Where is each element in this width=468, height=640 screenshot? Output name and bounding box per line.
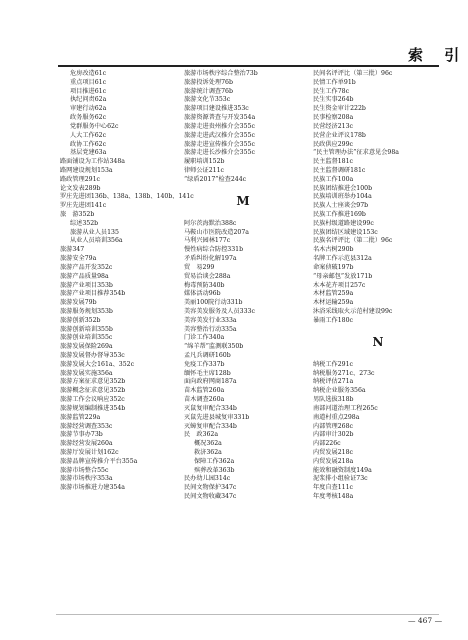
index-entry: 旅游从业人员135 — [70, 228, 119, 236]
index-entry: 内贸发展218a — [313, 457, 354, 465]
index-entry: 保障工作362a — [194, 457, 235, 465]
index-entry: “民主管理办法”征求意见会98a — [313, 149, 399, 157]
index-entry: 贸 易299 — [184, 263, 215, 271]
index-entry: 党群服务中心62c — [70, 122, 119, 130]
index-entry: 旅游工作会议响应352c — [60, 396, 125, 404]
index-entry: 旅游厅发展计划162c — [60, 448, 119, 456]
index-entry: 旅游统计调查76b — [184, 87, 233, 95]
index-entry: 旅游安全79a — [60, 255, 97, 263]
header-rule — [58, 65, 439, 67]
index-entry: 美容美发服务及人员333c — [184, 307, 255, 315]
spacer — [184, 211, 302, 220]
index-entry: 旅游监管229a — [60, 413, 101, 421]
index-entry: 旅游服务规划353b — [60, 307, 113, 315]
index-entry: 媒体活动96b — [184, 290, 221, 298]
index-entry: 南道村重点298a — [313, 413, 360, 421]
index-entry: 马利兴园林177c — [184, 237, 231, 245]
index-entry: 罗庄先进团141c — [60, 202, 107, 210]
index-entry: 门诊工作340a — [184, 334, 225, 342]
index-entry: 民族名评评比（第二批）96c — [313, 237, 393, 245]
index-entry: 旅游项目建设推进353c — [184, 105, 249, 113]
index-entry: 旅游市场整合55c — [60, 466, 109, 474]
index-entry: 民族村级道路建设99c — [313, 219, 374, 227]
index-entry: 旅游产业项目353b — [60, 281, 113, 289]
index-entry: 民 政362a — [184, 431, 219, 439]
index-entry: 旅游经营调查353c — [60, 422, 113, 430]
index-entry: 旅游节事办73b — [60, 431, 103, 439]
index-entry: 木本花卉项目257c — [313, 281, 366, 289]
index-entry: 旅 游352b — [60, 211, 95, 218]
index-entry: 旅游发展大会161a、352c — [60, 360, 135, 368]
index-entry: 民生工作78c — [313, 87, 350, 95]
index-entry: 梅毒预防340b — [184, 281, 225, 289]
index-entry: 旅游创新培训355b — [60, 325, 113, 333]
index-entry: 民族工作推进169b — [313, 211, 366, 218]
index-entry: 重点项目61c — [70, 78, 107, 86]
index-entry: 年度自查111c — [313, 484, 354, 492]
index-entry: 项目推进61c — [70, 87, 107, 95]
index-entry: 旅游走进长沙推介会355c — [184, 149, 255, 157]
index-entry: 路政管理291c — [60, 175, 101, 183]
index-entry: 民主监督调研181c — [313, 166, 366, 174]
index-entry: 民营经济213c — [313, 122, 354, 130]
index-entry: 旅游规划编制推进354b — [60, 404, 126, 412]
index-entry: 民生实事264b — [313, 96, 354, 104]
index-entry: 旅游发展保险269a — [60, 343, 113, 351]
index-entry: 论文发表289b — [60, 184, 101, 192]
index-entry: 民间文物收藏347c — [184, 493, 237, 500]
index-entry: 旅游创业培训355c — [60, 334, 113, 342]
index-entry: 路面铺设为工作站348a — [60, 158, 125, 166]
index-entry: 政协工作62c — [70, 140, 107, 148]
index-entry: 概况362a — [194, 440, 222, 448]
index-entry: 民族团结推进会100b — [313, 184, 373, 192]
index-entry: 罗庄先进团136b、138a、138b、140b、141c — [60, 193, 194, 201]
index-entry: 缅怀毛主席128b — [184, 369, 231, 377]
index-entry: 人大工作62c — [70, 131, 107, 139]
index-entry: 基层党建63a — [70, 149, 107, 157]
index-entry: 旅游市场秩序综合整治73b — [184, 70, 258, 77]
index-entry: 旅游走进武汉推介会355c — [184, 131, 255, 139]
index-entry: 纳税评估271a — [313, 378, 354, 386]
index-entry: 名木古树290b — [313, 246, 354, 254]
index-letter-heading: M — [236, 194, 250, 209]
index-title: 索 引 — [408, 46, 468, 64]
index-entry: 内部管理268c — [313, 422, 354, 430]
page-number: — 467 — — [408, 616, 443, 625]
index-entry: 殡葬改革363b — [194, 466, 235, 474]
index-entry: 旅游创新352b — [60, 316, 101, 324]
index-entry: 内部审计302b — [313, 431, 354, 439]
index-entry: 泥浆排小组验证73c — [313, 475, 368, 483]
index-column-3 — [313, 70, 443, 502]
index-entry: 救济362a — [194, 448, 222, 456]
index-entry: 旅游发展79b — [60, 299, 97, 307]
index-entry: 旅游发展实施356a — [60, 369, 113, 377]
index-entry: 旅游产品质量98a — [60, 272, 109, 280]
index-entry: 综述352b — [70, 219, 99, 227]
index-entry: 慢性病综合防控331b — [184, 246, 244, 254]
index-entry: 孟凡兵调研160b — [184, 352, 231, 359]
index-entry: 灭鼠复审配合334b — [184, 404, 237, 412]
index-entry: 旅游概念征求意见352b — [60, 387, 126, 395]
index-entry: 年度考核148a — [313, 493, 354, 500]
index-entry: 命案侦破197b — [313, 263, 354, 271]
index-entry: 暴雨工作180c — [313, 316, 354, 324]
index-entry: 面向政府网商187a — [184, 378, 237, 386]
index-entry: 执纪问责62a — [70, 96, 107, 104]
index-entry: 内部226c — [313, 440, 341, 448]
index-entry: 旅游资源普查与开发354a — [184, 114, 256, 122]
index-entry: 内贸发展218c — [313, 448, 354, 456]
index-entry: 南部河道治理工程265c — [313, 404, 378, 412]
index-entry: 旅游品牌宣传推介平台355a — [60, 457, 138, 465]
index-column-1 — [60, 70, 194, 493]
index-entry: 男队选拔318b — [313, 396, 354, 404]
index-entry: 律师公证211c — [184, 166, 225, 174]
index-entry: 旅游文化节353c — [184, 96, 231, 104]
index-entry: 旅游方案征求意见352b — [60, 378, 126, 386]
index-entry: “母亲邮包”发放171b — [313, 272, 373, 280]
index-entry: 民政供应299c — [313, 140, 354, 148]
index-entry: 民营企业评议178b — [313, 131, 366, 139]
index-entry: 旅游347 — [60, 246, 85, 254]
index-entry: 美容美发行业333a — [184, 316, 237, 324]
index-entry: 民族团结区域建设153c — [313, 228, 378, 236]
index-entry: 民族培训班举办104a — [313, 193, 372, 201]
index-entry: 名牌工作示范县312a — [313, 255, 372, 263]
spacer — [313, 326, 443, 335]
spacer — [313, 352, 443, 361]
index-entry: 民主监督181c — [313, 158, 354, 166]
index-entry: “绵羊帮”监测联350b — [184, 343, 244, 351]
index-entry: 路网建设规划153a — [60, 166, 113, 174]
index-column-2 — [184, 70, 302, 502]
index-entry: 从业人员培训356a — [70, 237, 123, 245]
index-entry: 民族人士座谈会97b — [313, 202, 369, 210]
index-entry: 美丽100院行动331b — [184, 299, 243, 307]
index-entry: 旅游经营发展260a — [60, 440, 113, 448]
index-entry: 危房改造61c — [70, 70, 107, 77]
index-entry: 民事检察208a — [313, 114, 354, 122]
index-entry: 旅游产业项目推荐354b — [60, 290, 126, 298]
index-entry: 灭蟑复审配合334b — [184, 422, 237, 430]
index-entry: 旅游市场秩序353a — [60, 475, 113, 483]
index-entry: 苗木监管260a — [184, 387, 225, 395]
index-entry: 贸易洽谈会288a — [184, 272, 231, 280]
index-entry: 能效和融资制度149a — [313, 466, 372, 474]
index-entry: 马鞍山市医院改造207a — [184, 228, 249, 236]
index-entry: 旅游产品开发352c — [60, 263, 113, 271]
spacer — [184, 185, 302, 194]
index-entry: 旅游走进贵州推介会355c — [184, 122, 255, 130]
index-entry: 纳税工作291c — [313, 360, 354, 368]
index-entry: 纳税服务271c、273c — [313, 369, 375, 377]
index-entry: “绿盾2017”检查244c — [184, 175, 247, 183]
index-entry: 阿尔茨海默治388c — [184, 219, 237, 227]
index-entry: 民族工作100a — [313, 175, 354, 183]
index-entry: 民情工作单91b — [313, 78, 356, 86]
index-entry: 旅游市场推进力建354a — [60, 484, 125, 492]
index-entry: 民间文物保护347c — [184, 484, 237, 492]
index-entry: 纳税企业服务356a — [313, 387, 366, 395]
index-entry: 苗木调查260a — [184, 396, 225, 404]
index-entry: 灭鼠先进县城复审331b — [184, 413, 250, 421]
index-entry: 免疫工作337b — [184, 360, 225, 368]
footer-rule — [56, 614, 439, 615]
index-entry: 政务服务62c — [70, 114, 107, 122]
index-entry: 沐浴采线取火示范村建设99c — [313, 307, 393, 315]
index-entry: 矛盾纠纷化解197a — [184, 255, 237, 263]
index-entry: 美容整治行动335a — [184, 325, 237, 333]
index-entry: 木材运输259a — [313, 299, 354, 307]
index-entry: 审建行动62a — [70, 105, 107, 113]
index-entry: 民间名评评比（第三批）96c — [313, 70, 393, 77]
index-entry: 民生资金审计222b — [313, 105, 366, 113]
index-letter-heading: N — [372, 335, 384, 350]
index-entry: 旅游发展督办督导353c — [60, 352, 125, 359]
index-entry: 木材监管259a — [313, 290, 354, 298]
index-entry: 民办幼儿园314c — [184, 475, 231, 483]
index-entry: 旅游投诉处理76b — [184, 78, 233, 86]
index-entry: 旅游走进宣传推介会355c — [184, 140, 255, 148]
index-entry: 履职培训152b — [184, 158, 225, 166]
